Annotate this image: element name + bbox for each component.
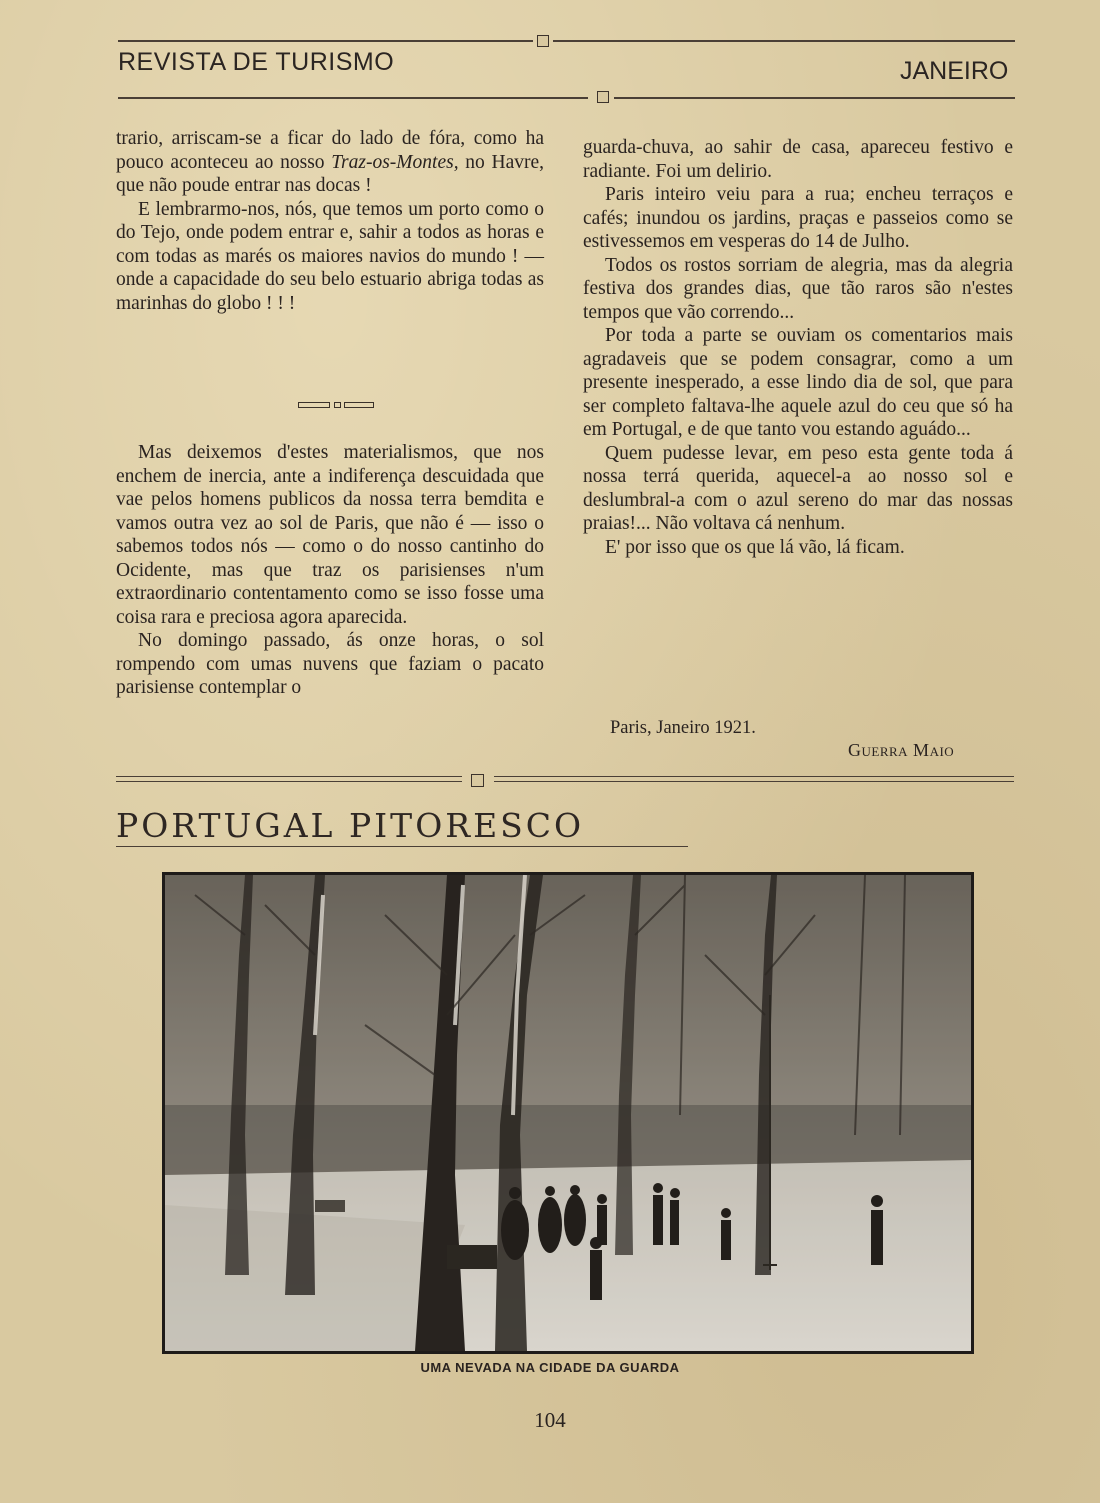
paragraph: Por toda a parte se ouviam os comentarios mais agradaveis que se podem consagrar, como a um presente inesperado, a esse lindo dia de sol, que para ser completo faltava-lhe aquele azul do ceu que só ha em Portugal, e de que tanto vou estando aguádo... bbox=[583, 325, 1013, 440]
photo-illustration bbox=[165, 875, 971, 1351]
paragraph: trario, arriscam-se a ficar do lado de fóra, como ha pouco aconteceu ao nosso Traz-os-Montes, no Havre, que não poude entrar nas docas ! bbox=[116, 128, 545, 196]
section-rule-right-top bbox=[494, 776, 1014, 777]
header-bottom-rule-right bbox=[614, 97, 1015, 99]
issue-month: JANEIRO bbox=[900, 57, 1009, 85]
paragraph: Mas deixemos d'estes materialismos, que nos enchem de inercia, ante a indiferença descuidada que vae pelos homens publicos da nossa terra bemdita e vamos outra vez ao sol de Paris, que não é — isso o sabemos todos nós — como o do nosso cantinho do Ocidente, mas que traz os parisienses n'um extraordinario contentamento como se isso fosse uma coisa rara e preciosa agora aparecida. bbox=[116, 442, 544, 628]
section-title-underline bbox=[116, 846, 688, 847]
header-top-rule-right bbox=[553, 40, 1015, 42]
paragraph: No domingo passado, ás onze horas, o sol rompendo com umas nuvens que faziam o pacato parisiense contemplar o bbox=[116, 630, 544, 698]
section-title: PORTUGAL PITORESCO bbox=[116, 806, 585, 845]
paragraph: Paris inteiro veiu para a rua; encheu terraços e cafés; inundou os jardins, praças e passeios como se estivessemos em vesperas do 14 de Julho. bbox=[583, 184, 1013, 252]
section-ornament bbox=[471, 774, 484, 787]
author-signature: Guerra Maio bbox=[848, 740, 955, 760]
right-column bbox=[583, 136, 1013, 559]
section-divider-ornament bbox=[298, 402, 378, 410]
header-ornament-bottom bbox=[597, 91, 609, 103]
magazine-title: REVISTA DE TURISMO bbox=[118, 48, 395, 76]
header-top-rule-left bbox=[118, 40, 533, 42]
header-ornament-top bbox=[537, 35, 549, 47]
paragraph: E lembrarmo-nos, nós, que temos um porto como o do Tejo, onde podem entrar e, sahir a todos as horas e com todas as marés os maiores navios do mundo ! — onde a capacidade do seu belo estuario abriga todas as marinhas do globo ! ! ! bbox=[116, 198, 544, 314]
paragraph: E' por isso que os que lá vão, lá ficam. bbox=[605, 536, 905, 558]
place-date: Paris, Janeiro 1921. bbox=[610, 718, 756, 738]
left-column bbox=[116, 127, 544, 315]
page-number: 104 bbox=[534, 1408, 566, 1432]
header-bottom-rule-left bbox=[118, 97, 588, 99]
paragraph: Quem pudesse levar, em peso esta gente toda á nossa terrá querida, aquecel-a ao nosso sol e deslumbral-a com o azul sereno do mar das nossas praias!... Não voltava cá nenhum. bbox=[583, 442, 1013, 534]
photo-caption: UMA NEVADA NA CIDADE DA GUARDA bbox=[420, 1360, 680, 1375]
section-rule-right-bottom bbox=[494, 781, 1014, 782]
snow-scene-photograph bbox=[162, 872, 974, 1354]
section-rule-left-bottom bbox=[116, 781, 462, 782]
paragraph: guarda-chuva, ao sahir de casa, apareceu festivo e radiante. Foi um delirio. bbox=[583, 137, 1013, 182]
paragraph: Todos os rostos sorriam de alegria, mas da alegria festiva dos grandes dias, que tão raros são n'estes tempos que vão correndo... bbox=[583, 254, 1013, 323]
section-rule-left-top bbox=[116, 776, 462, 777]
ship-name: Traz-os-Montes, bbox=[331, 151, 459, 173]
left-column-continued bbox=[116, 441, 544, 700]
